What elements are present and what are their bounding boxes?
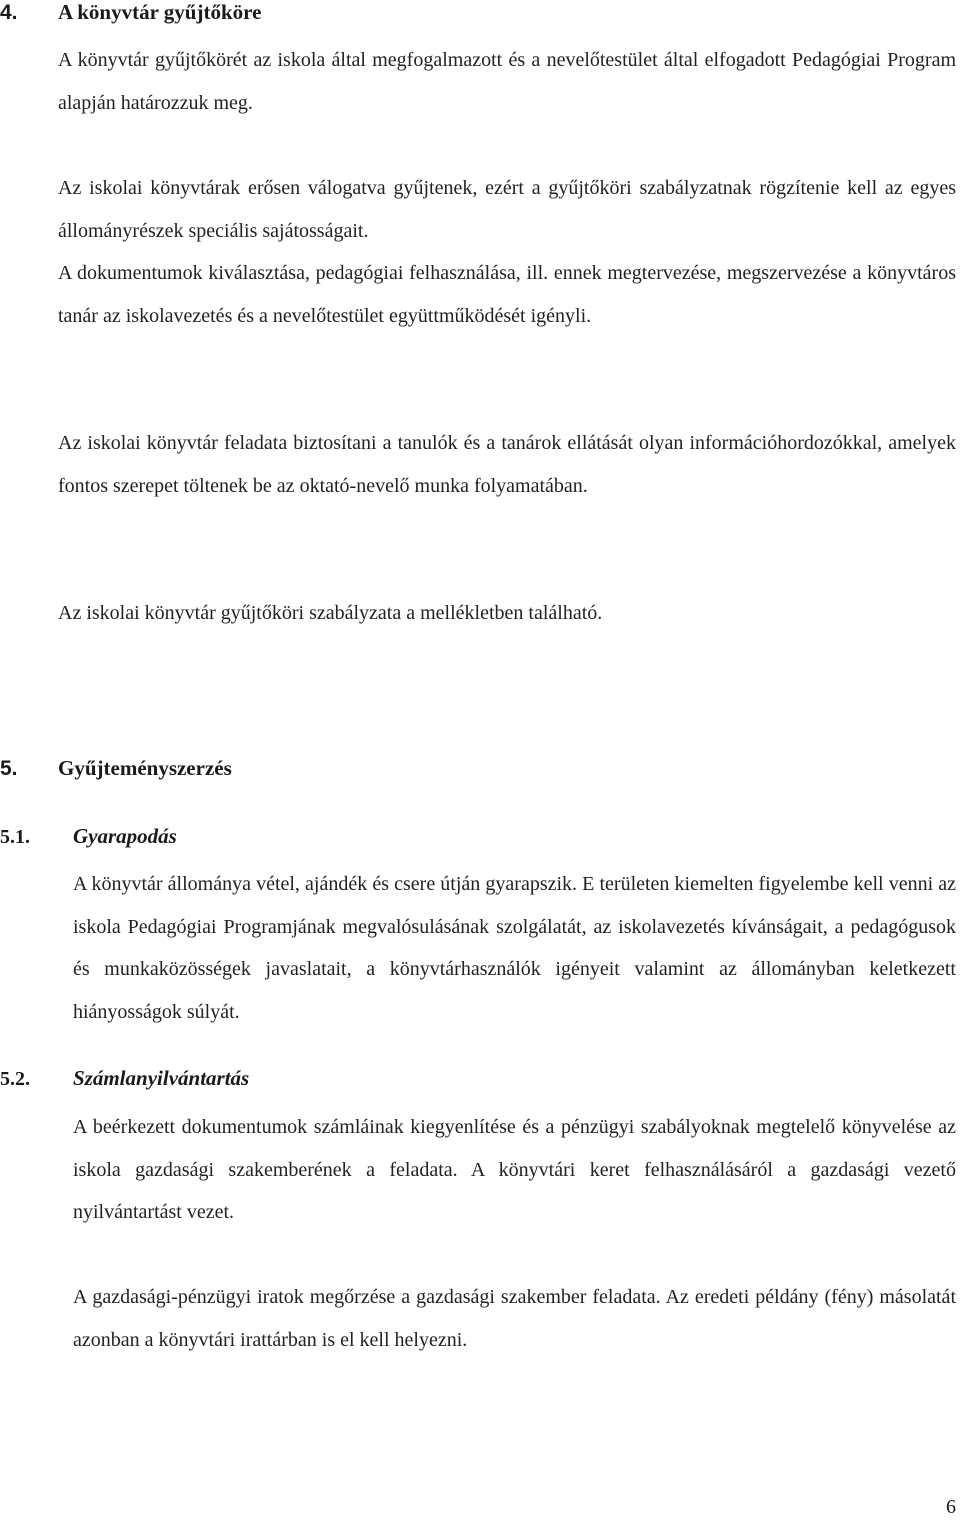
section-5-2-number: 5.2. xyxy=(0,1068,30,1090)
section-5-2-title: Számlanyilvántartás xyxy=(73,1066,250,1090)
section-4-number: 4. xyxy=(0,1,18,24)
section-4-paragraph-2: Az iskolai könyvtárak erősen válogatva gyűjtenek, ezért a gyűjtőköri szabályzatnak rögzítenie kell az egyes állományrészek speciális sajátosságait. xyxy=(58,177,956,242)
section-4-paragraph-4: Az iskolai könyvtár feladata biztosítani a tanulók és a tanárok ellátását olyan információhordozókkal, amelyek fontos szerepet töltenek be az oktató-nevelő munka folyamatában. xyxy=(58,432,956,497)
section-5-1-heading xyxy=(0,824,177,849)
section-5-1-number: 5.1. xyxy=(0,826,30,848)
section-5-heading xyxy=(0,756,232,781)
section-5-number: 5. xyxy=(0,757,18,780)
section-4-paragraph-5: Az iskolai könyvtár gyűjtőköri szabályzata a mellékletben található. xyxy=(58,602,603,624)
section-5-1-title: Gyarapodás xyxy=(73,824,177,848)
section-5-title: Gyűjteményszerzés xyxy=(58,756,232,780)
section-5-2-heading xyxy=(0,1066,249,1091)
page-number: 6 xyxy=(946,1496,956,1518)
section-4-heading xyxy=(0,0,261,25)
section-4-paragraph-1: A könyvtár gyűjtőkörét az iskola által megfogalmazott és a nevelőtestület által elfogadott Pedagógiai Program alapján határozzuk meg. xyxy=(58,49,956,114)
section-5-2-paragraph-1: A beérkezett dokumentumok számláinak kiegyenlítése és a pénzügyi szabályoknak megtelelő könyvelése az iskola gazdasági szakemberének a feladata. A könyvtári keret felhasználásáról a gazdasági vezető nyilvántartást vezet. xyxy=(73,1116,956,1223)
section-4-title: A könyvtár gyűjtőköre xyxy=(58,0,262,24)
section-5-1-paragraph-1: A könyvtár állománya vétel, ajándék és csere útján gyarapszik. E területen kiemelten figyelembe kell venni az iskola Pedagógiai Programjának megvalósulásának szolgálatát, az iskolavezetés kívánságait, a pedagógusok és munkaközösségek javaslatait, a könyvtárhasználók igényeit valamint az állományban keletkezett hiányosságok súlyát. xyxy=(73,873,956,1023)
section-4-paragraph-3: A dokumentumok kiválasztása, pedagógiai felhasználása, ill. ennek megtervezése, megszervezése a könyvtáros tanár az iskolavezetés és a nevelőtestület együttműködését igényli. xyxy=(58,262,956,327)
section-5-2-paragraph-2: A gazdasági-pénzügyi iratok megőrzése a gazdasági szakember feladata. Az eredeti példány (fény) másolatát azonban a könyvtári irattárban is el kell helyezni. xyxy=(73,1286,956,1351)
